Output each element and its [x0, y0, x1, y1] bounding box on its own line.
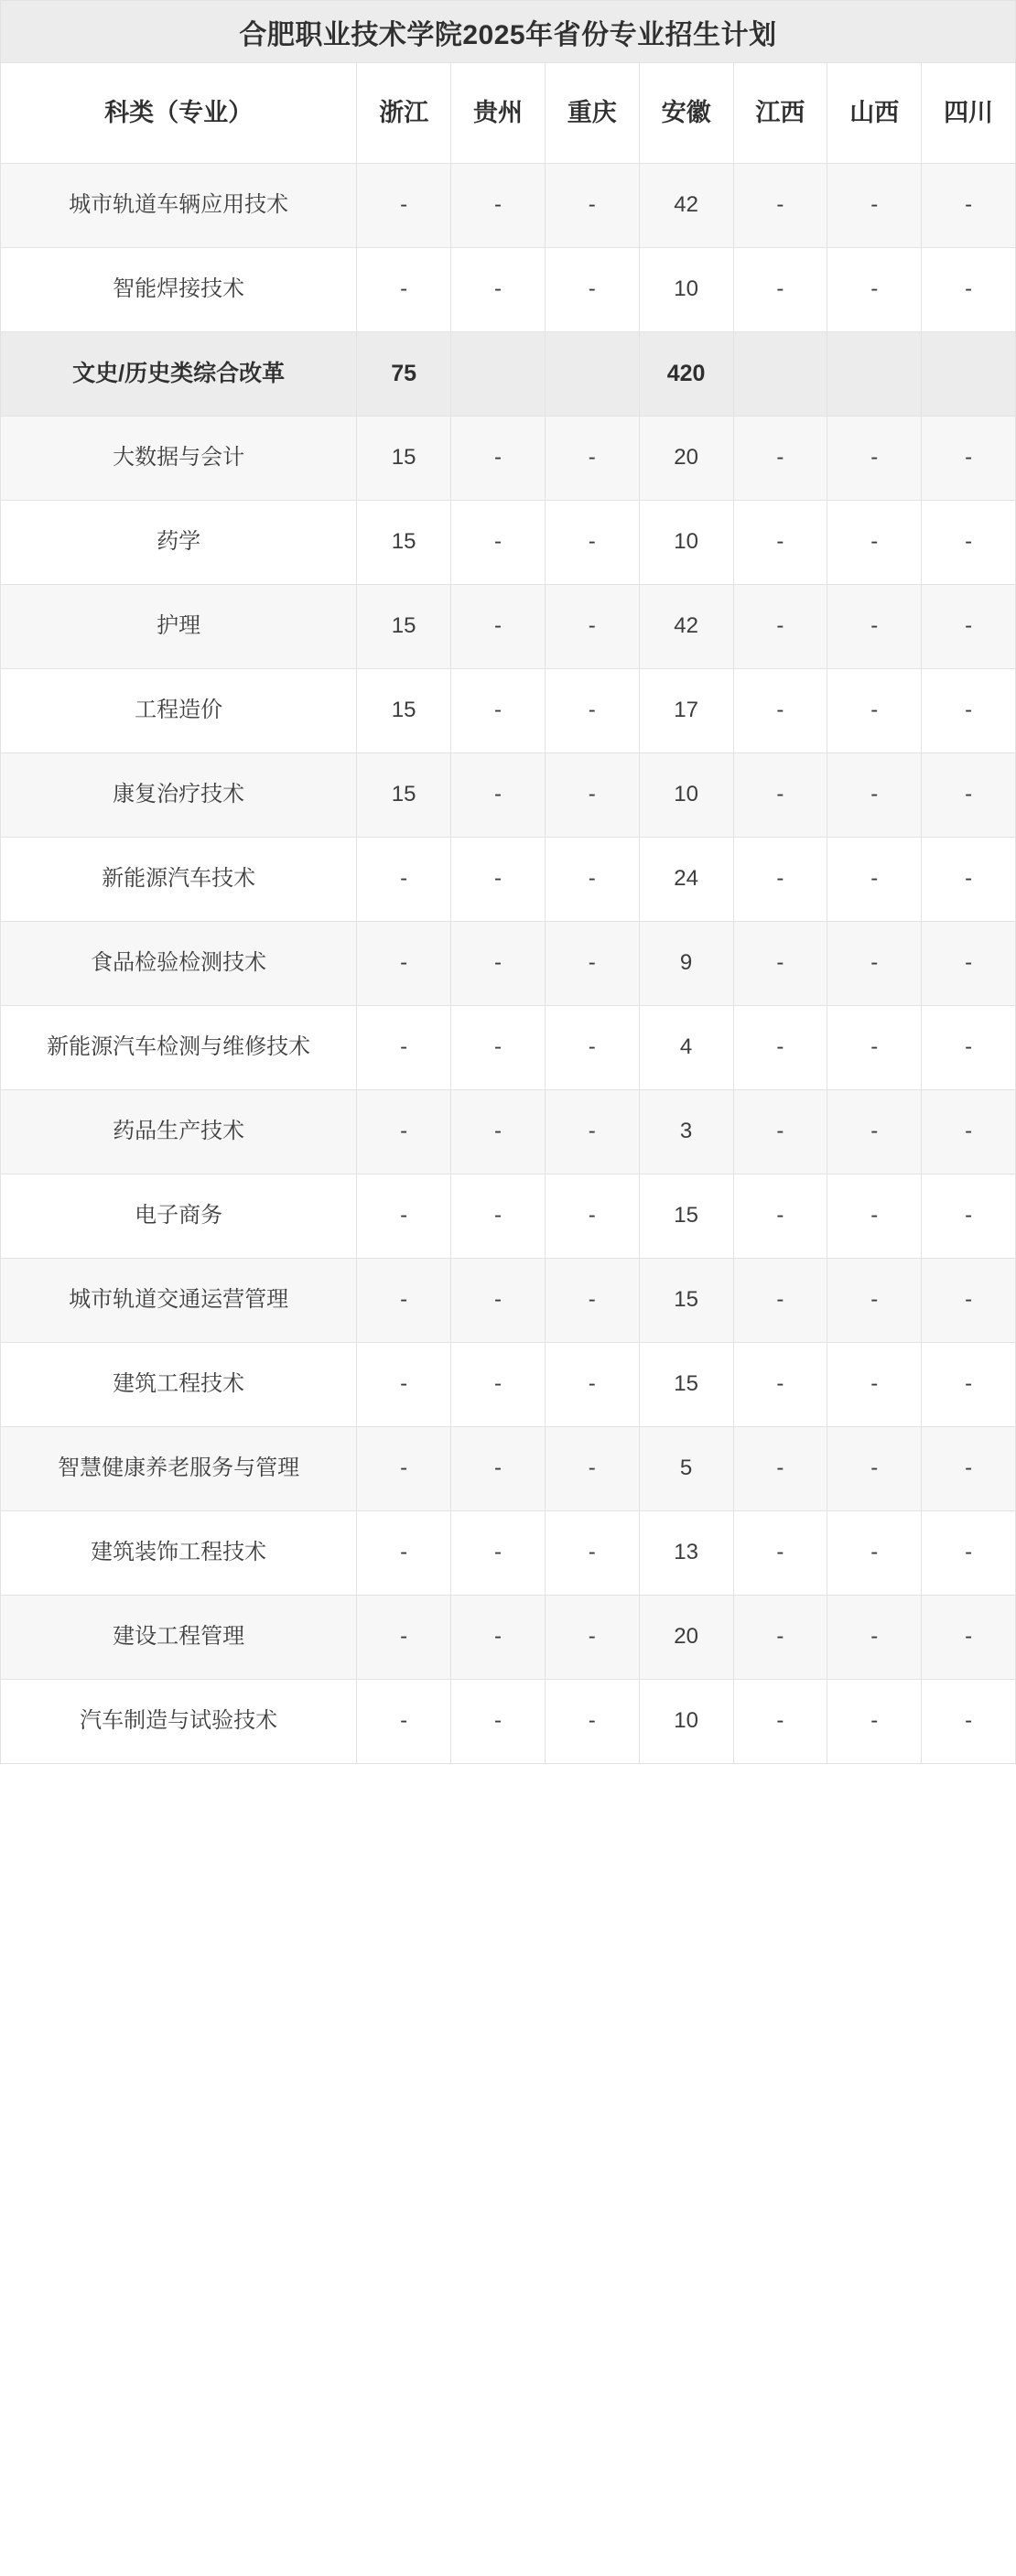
cell-quota-四川: -	[922, 1680, 1016, 1764]
cell-quota-江西: -	[733, 753, 827, 838]
cell-quota-浙江: -	[357, 164, 451, 248]
cell-quota-山西: -	[827, 248, 922, 332]
column-header-province-4: 江西	[733, 63, 827, 164]
cell-quota-重庆: -	[545, 585, 639, 669]
cell-quota-山西: -	[827, 1259, 922, 1343]
table-body	[1, 164, 1016, 1764]
cell-quota-山西: -	[827, 585, 922, 669]
cell-quota-四川: -	[922, 1090, 1016, 1174]
cell-major-name: 工程造价	[1, 669, 357, 753]
cell-quota-江西: -	[733, 1427, 827, 1511]
cell-quota-江西: -	[733, 1090, 827, 1174]
cell-quota-山西	[827, 332, 922, 417]
cell-quota-安徽: 15	[639, 1174, 733, 1259]
cell-major-name: 药学	[1, 501, 357, 585]
cell-quota-重庆: -	[545, 1174, 639, 1259]
cell-quota-重庆: -	[545, 248, 639, 332]
cell-quota-贵州	[451, 332, 546, 417]
table-row	[1, 838, 1016, 922]
cell-quota-山西: -	[827, 1511, 922, 1596]
cell-quota-重庆: -	[545, 417, 639, 501]
column-header-province-2: 重庆	[545, 63, 639, 164]
cell-quota-重庆	[545, 332, 639, 417]
cell-quota-江西: -	[733, 1596, 827, 1680]
cell-quota-山西: -	[827, 669, 922, 753]
cell-major-name: 食品检验检测技术	[1, 922, 357, 1006]
table-row	[1, 501, 1016, 585]
cell-quota-四川: -	[922, 922, 1016, 1006]
cell-quota-山西: -	[827, 417, 922, 501]
cell-quota-安徽: 13	[639, 1511, 733, 1596]
cell-quota-重庆: -	[545, 669, 639, 753]
table-row	[1, 1680, 1016, 1764]
table-row	[1, 1090, 1016, 1174]
cell-quota-安徽: 20	[639, 417, 733, 501]
cell-quota-浙江: 15	[357, 501, 451, 585]
cell-quota-浙江: -	[357, 1596, 451, 1680]
cell-quota-四川: -	[922, 669, 1016, 753]
cell-quota-安徽: 10	[639, 1680, 733, 1764]
cell-quota-安徽: 15	[639, 1259, 733, 1343]
column-header-province-3: 安徽	[639, 63, 733, 164]
table-row	[1, 248, 1016, 332]
cell-quota-贵州: -	[451, 838, 546, 922]
cell-quota-四川: -	[922, 501, 1016, 585]
cell-quota-江西: -	[733, 1174, 827, 1259]
cell-quota-重庆: -	[545, 164, 639, 248]
table-row	[1, 1006, 1016, 1090]
cell-quota-山西: -	[827, 922, 922, 1006]
column-header-province-5: 山西	[827, 63, 922, 164]
cell-major-name: 智慧健康养老服务与管理	[1, 1427, 357, 1511]
cell-quota-贵州: -	[451, 1680, 546, 1764]
cell-quota-浙江: 75	[357, 332, 451, 417]
column-header-province-6: 四川	[922, 63, 1016, 164]
cell-quota-江西: -	[733, 248, 827, 332]
cell-quota-重庆: -	[545, 922, 639, 1006]
cell-quota-安徽: 10	[639, 248, 733, 332]
cell-quota-浙江: 15	[357, 585, 451, 669]
cell-quota-贵州: -	[451, 1174, 546, 1259]
cell-quota-贵州: -	[451, 753, 546, 838]
cell-quota-安徽: 10	[639, 753, 733, 838]
cell-quota-重庆: -	[545, 1680, 639, 1764]
cell-quota-贵州: -	[451, 501, 546, 585]
cell-quota-浙江: -	[357, 1680, 451, 1764]
cell-quota-贵州: -	[451, 164, 546, 248]
cell-quota-贵州: -	[451, 248, 546, 332]
cell-quota-贵州: -	[451, 1006, 546, 1090]
cell-quota-浙江: -	[357, 1006, 451, 1090]
table-header	[1, 1, 1016, 164]
cell-quota-山西: -	[827, 1343, 922, 1427]
cell-quota-江西: -	[733, 501, 827, 585]
cell-quota-安徽: 4	[639, 1006, 733, 1090]
cell-quota-贵州: -	[451, 1090, 546, 1174]
cell-major-name: 建筑装饰工程技术	[1, 1511, 357, 1596]
column-header-major: 科类（专业）	[1, 63, 357, 164]
cell-quota-四川: -	[922, 248, 1016, 332]
cell-quota-浙江: -	[357, 1259, 451, 1343]
cell-quota-重庆: -	[545, 1090, 639, 1174]
cell-quota-江西: -	[733, 164, 827, 248]
table-row	[1, 417, 1016, 501]
table-row	[1, 1259, 1016, 1343]
cell-quota-贵州: -	[451, 669, 546, 753]
cell-quota-山西: -	[827, 1090, 922, 1174]
cell-quota-重庆: -	[545, 1006, 639, 1090]
cell-quota-安徽: 5	[639, 1427, 733, 1511]
cell-quota-安徽: 10	[639, 501, 733, 585]
column-header-province-1: 贵州	[451, 63, 546, 164]
cell-quota-安徽: 20	[639, 1596, 733, 1680]
cell-quota-山西: -	[827, 1596, 922, 1680]
cell-quota-江西: -	[733, 1006, 827, 1090]
page-title: 合肥职业技术学院2025年省份专业招生计划	[1, 1, 1016, 63]
cell-major-name: 电子商务	[1, 1174, 357, 1259]
table-row	[1, 1596, 1016, 1680]
cell-quota-重庆: -	[545, 1343, 639, 1427]
cell-quota-安徽: 15	[639, 1343, 733, 1427]
cell-quota-浙江: -	[357, 1174, 451, 1259]
table-row	[1, 753, 1016, 838]
title-row	[1, 1, 1016, 63]
cell-quota-重庆: -	[545, 1259, 639, 1343]
table-row	[1, 922, 1016, 1006]
cell-quota-贵州: -	[451, 585, 546, 669]
cell-major-name: 药品生产技术	[1, 1090, 357, 1174]
cell-quota-贵州: -	[451, 417, 546, 501]
cell-quota-贵州: -	[451, 1511, 546, 1596]
column-header-row	[1, 63, 1016, 164]
cell-quota-山西: -	[827, 1174, 922, 1259]
cell-quota-浙江: -	[357, 838, 451, 922]
cell-major-name: 大数据与会计	[1, 417, 357, 501]
cell-major-name: 护理	[1, 585, 357, 669]
cell-quota-四川: -	[922, 417, 1016, 501]
cell-quota-四川: -	[922, 1343, 1016, 1427]
cell-major-name: 建设工程管理	[1, 1596, 357, 1680]
table-row	[1, 1427, 1016, 1511]
cell-quota-浙江: 15	[357, 417, 451, 501]
cell-quota-山西: -	[827, 1006, 922, 1090]
cell-major-name: 新能源汽车检测与维修技术	[1, 1006, 357, 1090]
cell-quota-江西: -	[733, 922, 827, 1006]
cell-quota-安徽: 24	[639, 838, 733, 922]
table-row	[1, 164, 1016, 248]
cell-quota-安徽: 42	[639, 164, 733, 248]
cell-quota-浙江: -	[357, 922, 451, 1006]
cell-quota-重庆: -	[545, 1511, 639, 1596]
cell-quota-重庆: -	[545, 1596, 639, 1680]
cell-quota-山西: -	[827, 164, 922, 248]
cell-quota-江西: -	[733, 1343, 827, 1427]
cell-quota-江西: -	[733, 1259, 827, 1343]
cell-quota-江西: -	[733, 1680, 827, 1764]
column-header-province-0: 浙江	[357, 63, 451, 164]
cell-quota-安徽: 17	[639, 669, 733, 753]
cell-quota-四川: -	[922, 753, 1016, 838]
cell-major-name: 智能焊接技术	[1, 248, 357, 332]
cell-quota-贵州: -	[451, 1427, 546, 1511]
cell-quota-浙江: 15	[357, 669, 451, 753]
cell-quota-浙江: -	[357, 1090, 451, 1174]
cell-major-name: 文史/历史类综合改革	[1, 332, 357, 417]
cell-quota-重庆: -	[545, 1427, 639, 1511]
cell-quota-重庆: -	[545, 838, 639, 922]
table-row	[1, 1511, 1016, 1596]
cell-quota-江西: -	[733, 838, 827, 922]
cell-quota-四川: -	[922, 838, 1016, 922]
cell-major-name: 建筑工程技术	[1, 1343, 357, 1427]
cell-quota-贵州: -	[451, 1259, 546, 1343]
cell-quota-山西: -	[827, 1680, 922, 1764]
cell-quota-江西: -	[733, 1511, 827, 1596]
table-group-row	[1, 332, 1016, 417]
cell-quota-浙江: -	[357, 248, 451, 332]
cell-quota-四川: -	[922, 1596, 1016, 1680]
cell-quota-四川: -	[922, 1427, 1016, 1511]
cell-quota-四川: -	[922, 164, 1016, 248]
cell-quota-重庆: -	[545, 753, 639, 838]
table-row	[1, 669, 1016, 753]
cell-quota-四川: -	[922, 1511, 1016, 1596]
cell-quota-安徽: 3	[639, 1090, 733, 1174]
cell-major-name: 汽车制造与试验技术	[1, 1680, 357, 1764]
cell-quota-四川	[922, 332, 1016, 417]
cell-major-name: 康复治疗技术	[1, 753, 357, 838]
table-row	[1, 1343, 1016, 1427]
cell-quota-贵州: -	[451, 1596, 546, 1680]
cell-quota-四川: -	[922, 1259, 1016, 1343]
table-row	[1, 1174, 1016, 1259]
cell-quota-山西: -	[827, 501, 922, 585]
cell-quota-贵州: -	[451, 1343, 546, 1427]
cell-quota-江西: -	[733, 417, 827, 501]
cell-quota-江西: -	[733, 585, 827, 669]
cell-quota-浙江: -	[357, 1343, 451, 1427]
cell-quota-山西: -	[827, 1427, 922, 1511]
cell-quota-江西	[733, 332, 827, 417]
cell-quota-江西: -	[733, 669, 827, 753]
cell-major-name: 城市轨道交通运营管理	[1, 1259, 357, 1343]
cell-quota-浙江: -	[357, 1427, 451, 1511]
cell-quota-安徽: 42	[639, 585, 733, 669]
table-row	[1, 585, 1016, 669]
cell-quota-四川: -	[922, 1174, 1016, 1259]
cell-quota-安徽: 9	[639, 922, 733, 1006]
cell-quota-四川: -	[922, 585, 1016, 669]
cell-quota-浙江: -	[357, 1511, 451, 1596]
cell-quota-重庆: -	[545, 501, 639, 585]
cell-major-name: 城市轨道车辆应用技术	[1, 164, 357, 248]
cell-quota-安徽: 420	[639, 332, 733, 417]
cell-quota-山西: -	[827, 753, 922, 838]
cell-major-name: 新能源汽车技术	[1, 838, 357, 922]
cell-quota-浙江: 15	[357, 753, 451, 838]
cell-quota-山西: -	[827, 838, 922, 922]
cell-quota-四川: -	[922, 1006, 1016, 1090]
cell-quota-贵州: -	[451, 922, 546, 1006]
